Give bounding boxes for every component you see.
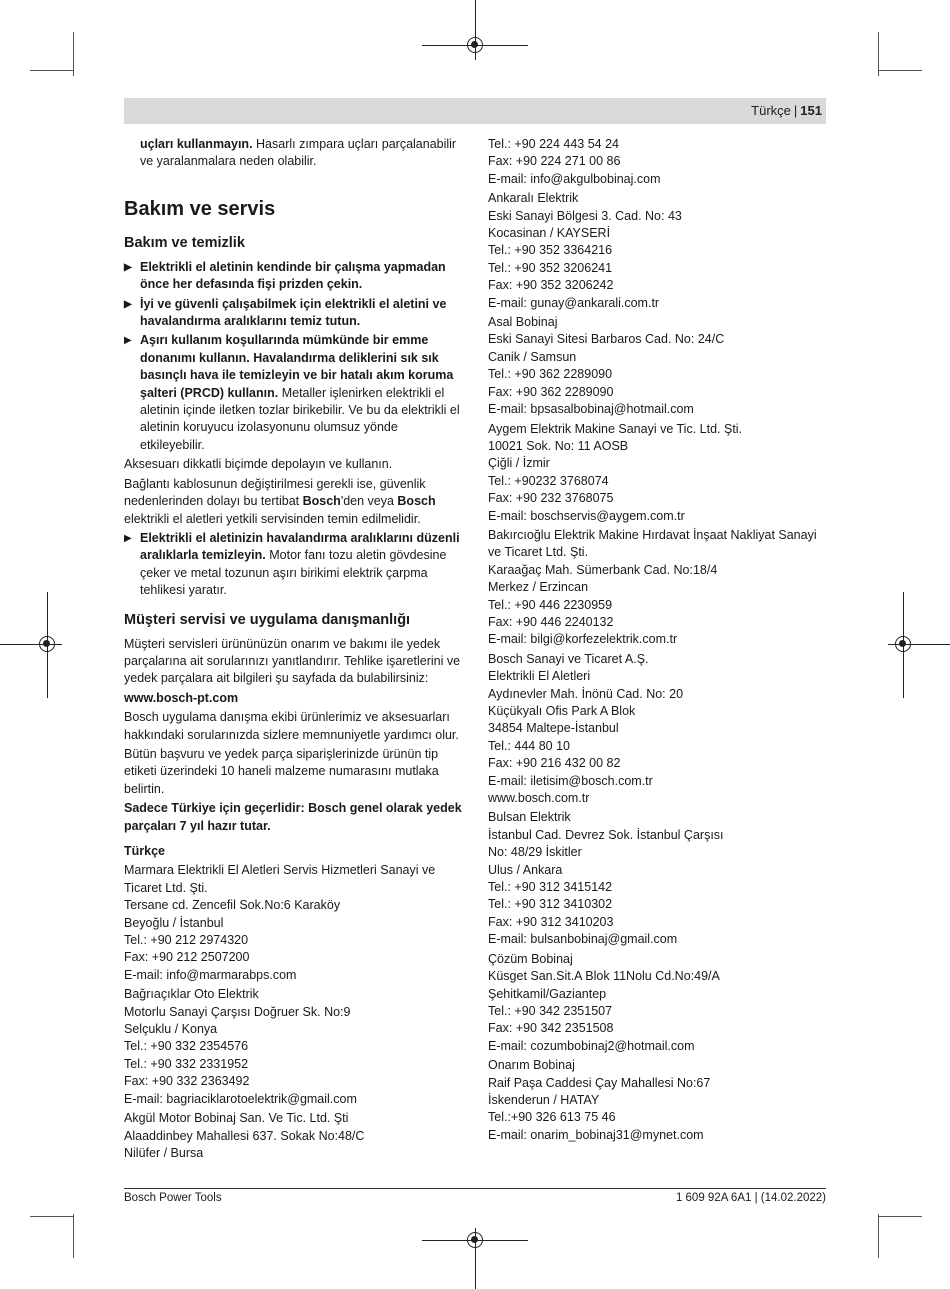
address-line: Eski Sanayi Sitesi Barbaros Cad. No: 24/C (488, 332, 725, 347)
crop-mark (878, 70, 922, 71)
footer-left: Bosch Power Tools (124, 1192, 222, 1204)
address-block (488, 314, 826, 418)
address-line: Fax: +90 352 3206242 (488, 278, 614, 293)
address-line: Ankaralı Elektrik (488, 191, 579, 206)
address-line: Şehitkamil/Gaziantep (488, 986, 607, 1001)
address-line: Asal Bobinaj (488, 315, 558, 330)
bullet-extraction: ▶ Aşırı kullanım koşullarında mümkünde bir emme donanımı kullanın. Havalandırma deliklerini sık sık basınçlı hava ile temizleyin ve bir hatalı akım koruma şalteri (PRCD) kullanın. Metaller işlenirken elektrikli el aletinin içinde iletken tozlar birikebilir. Ve bu da elektrikli el aletinin koruyucu izolasyonunu olumsuz yönde etkileyebilir. (124, 332, 464, 454)
address-line: Bosch Sanayi ve Ticaret A.Ş. (488, 651, 649, 666)
address-line: No: 48/29 İskitler (488, 845, 582, 860)
right-address-list (488, 136, 826, 1144)
address-line: Nilüfer / Bursa (124, 1145, 204, 1160)
address-block (488, 1057, 826, 1144)
address-line: E-mail: cozumbobinaj2@hotmail.com (488, 1038, 695, 1053)
page-header (124, 98, 826, 124)
address-line: E-mail: bagriaciklarotoelektrik@gmail.com (124, 1091, 357, 1106)
header-language: Türkçe (751, 103, 791, 118)
address-line: E-mail: onarim_bobinaj31@mynet.com (488, 1127, 704, 1142)
address-line: Bakırcıoğlu Elektrik Makine Hırdavat İnşaat Nakliyat Sanayi ve Ticaret Ltd. Şti. (488, 527, 817, 560)
address-line: E-mail: bpsasalbobinaj@hotmail.com (488, 402, 694, 417)
address-block (488, 651, 826, 808)
address-line: Bulsan Elektrik (488, 810, 571, 825)
service-url[interactable]: www.bosch-pt.com (124, 690, 239, 705)
address-line: Tel.:+90 326 613 75 46 (488, 1110, 616, 1125)
turkey-note: Sadece Türkiye için geçerlidir: Bosch genel olarak yedek parçaları 7 yıl hazır tutar. (124, 801, 462, 833)
address-line: Fax: +90 216 432 00 82 (488, 756, 621, 771)
address-block (488, 527, 826, 649)
address-line: Tel.: +90 342 2351507 (488, 1003, 613, 1018)
bullet-unplug: ▶ Elektrikli el aletinin kendinde bir çalışma yapmadan önce her defasında fişi prizden çekin. (124, 259, 464, 294)
crop-mark (73, 1214, 74, 1258)
intro-paragraph: uçları kullanmayın. Hasarlı zımpara uçları parçalanabilir ve yaralanmalara neden olabilir. (140, 137, 457, 169)
address-line: Alaaddinbey Mahallesi 637. Sokak No:48/C (124, 1128, 365, 1143)
address-line: Beyoğlu / İstanbul (124, 915, 224, 930)
address-block (124, 862, 464, 984)
address-line: Fax: +90 362 2289090 (488, 384, 614, 399)
address-line: Tel.: +90 352 3206241 (488, 260, 613, 275)
country-label: Türkçe (124, 844, 165, 858)
address-line: Motorlu Sanayi Çarşısı Doğruer Sk. No:9 (124, 1004, 351, 1019)
footer-divider (124, 1188, 826, 1189)
address-line: İstanbul Cad. Devrez Sok. İstanbul Çarşısı (488, 827, 724, 842)
address-line: Tel.: +90 312 3410302 (488, 897, 613, 912)
address-line: Fax: +90 332 2363492 (124, 1074, 250, 1089)
address-line: Merkez / Erzincan (488, 580, 589, 595)
address-block (124, 986, 464, 1108)
header-label: Türkçe | 151 (751, 103, 822, 118)
address-line: E-mail: bulsanbobinaj@gmail.com (488, 932, 678, 947)
address-line: Marmara Elektrikli El Aletleri Servis Hizmetleri Sanayi ve Ticaret Ltd. Şti. (124, 863, 436, 895)
left-address-list (124, 862, 464, 1162)
address-line: Çiğli / İzmir (488, 456, 550, 471)
address-line: Çözüm Bobinaj (488, 951, 573, 966)
bullet-vents: ▶ Elektrikli el aletinizin havalandırma aralıklarını düzenli aralıklarla temizleyin. Motor fanı tozu aletin gövdesine çeker ve metal tozunun aşırı birikimi elektrik çarpma tehlikesi yaratır. (124, 530, 464, 600)
address-line: Tel.: +90 362 2289090 (488, 367, 613, 382)
address-line: Aygem Elektrik Makine Sanayi ve Tic. Ltd. Şti. (488, 421, 743, 436)
address-line: Küsget San.Sit.A Blok 11Nolu Cd.No:49/A (488, 969, 720, 984)
address-line: Fax: +90 212 2507200 (124, 950, 250, 965)
address-line: Karaağaç Mah. Sümerbank Cad. No:18/4 (488, 562, 718, 577)
crop-mark (878, 1216, 922, 1217)
address-block (488, 190, 826, 312)
page-number: 151 (800, 103, 822, 118)
section-title: Bakım ve servis (124, 197, 276, 220)
address-line: E-mail: bilgi@korfezelektrik.com.tr (488, 632, 678, 647)
cable-paragraph: Bağlantı kablosunun değiştirilmesi gerekli ise, güvenlik nedenlerinden dolayı bu tertibat Bosch'den veya Bosch elektrikli el aletleri yetkili servisinden temin edilmelidir. (124, 476, 436, 526)
service-paragraph-2: Bosch uygulama danışma ekibi ürünlerimiz ve aksesuarları hakkındaki sorularınızda sizlere memnuniyetle yardımcı olur. (124, 710, 459, 742)
address-line: Elektrikli El Aletleri (488, 669, 591, 684)
service-paragraph: Müşteri servisleri ürününüzün onarım ve bakımı ile yedek parçalarına ait sorularınızı yanıtlandırır. Tehlike işaretlerini ve yedek parçalara ait bilgileri şu sayfada da bulabilirsiniz: (124, 636, 461, 686)
address-line: Eski Sanayi Bölgesi 3. Cad. No: 43 (488, 208, 682, 223)
address-line: Tel.: +90 224 443 54 24 (488, 137, 620, 151)
address-line: Tel.: 444 80 10 (488, 738, 571, 753)
address-line: E-mail: boschservis@aygem.com.tr (488, 508, 685, 523)
crop-mark (30, 70, 74, 71)
address-line: Onarım Bobinaj (488, 1058, 575, 1073)
address-block (488, 809, 826, 948)
address-line: Canik / Samsun (488, 349, 577, 364)
address-line: Aydınevler Mah. İnönü Cad. No: 20 (488, 686, 684, 701)
address-line: E-mail: info@akgulbobinaj.com (488, 171, 661, 186)
address-line: Fax: +90 232 3768075 (488, 491, 614, 506)
address-line: 34854 Maltepe-İstanbul (488, 721, 619, 736)
address-block (488, 421, 826, 525)
address-block (488, 136, 826, 188)
registration-mark-icon (39, 636, 55, 652)
footer-right: 1 609 92A 6A1 | (14.02.2022) (675, 1192, 826, 1204)
crop-mark (878, 1214, 879, 1258)
store-paragraph: Aksesuarı dikkatli biçimde depolayın ve kullanın. (124, 457, 393, 472)
address-block (488, 951, 826, 1055)
address-line: Tel.: +90232 3768074 (488, 473, 609, 488)
address-line: E-mail: info@marmarabps.com (124, 967, 297, 982)
registration-mark-icon (895, 636, 911, 652)
address-line: Tel.: +90 352 3364216 (488, 243, 613, 258)
address-line: Ulus / Ankara (488, 862, 563, 877)
address-line: Bağrıaçıklar Oto Elektrik (124, 987, 259, 1002)
address-line: Tel.: +90 212 2974320 (124, 933, 249, 948)
bullet-clean: ▶ İyi ve güvenli çalışabilmek için elektrikli el aletini ve havalandırma aralıklarını temiz tutun. (124, 296, 464, 331)
address-line: Tel.: +90 312 3415142 (488, 880, 613, 895)
right-column (488, 136, 826, 1146)
subsection-care-title: Bakım ve temizlik (124, 234, 245, 251)
address-line: Selçuklu / Konya (124, 1022, 218, 1037)
address-line: Tersane cd. Zencefil Sok.No:6 Karaköy (124, 898, 341, 913)
address-line: Akgül Motor Bobinaj San. Ve Tic. Ltd. Şti (124, 1111, 349, 1126)
address-line: İskenderun / HATAY (488, 1092, 600, 1107)
address-line: Fax: +90 446 2240132 (488, 614, 614, 629)
left-column (124, 136, 464, 1164)
address-line: Kocasinan / KAYSERİ (488, 226, 611, 241)
address-line: Fax: +90 312 3410203 (488, 914, 614, 929)
registration-mark-icon (467, 1232, 483, 1248)
address-line: Raif Paşa Caddesi Çay Mahallesi No:67 (488, 1075, 711, 1090)
address-line: E-mail: iletisim@bosch.com.tr (488, 773, 653, 788)
subsection-service-title: Müşteri servisi ve uygulama danışmanlığı (124, 611, 411, 628)
address-line: Fax: +90 342 2351508 (488, 1021, 614, 1036)
address-line: 10021 Sok. No: 11 AOSB (488, 438, 629, 453)
address-line: Tel.: +90 446 2230959 (488, 597, 613, 612)
address-block (124, 1110, 464, 1162)
service-paragraph-3: Bütün başvuru ve yedek parça siparişlerinizde ürünün tip etiketi üzerindeki 10 haneli malzeme numarasını mutlaka belirtin. (124, 746, 439, 796)
address-line: Tel.: +90 332 2354576 (124, 1039, 249, 1054)
registration-mark-icon (467, 37, 483, 53)
address-line: Fax: +90 224 271 00 86 (488, 154, 621, 169)
address-line: Küçükyalı Ofis Park A Blok (488, 704, 636, 718)
address-line: Tel.: +90 332 2331952 (124, 1056, 249, 1071)
crop-mark (30, 1216, 74, 1217)
address-line: E-mail: gunay@ankarali.com.tr (488, 295, 660, 310)
address-line: www.bosch.com.tr (488, 791, 590, 806)
